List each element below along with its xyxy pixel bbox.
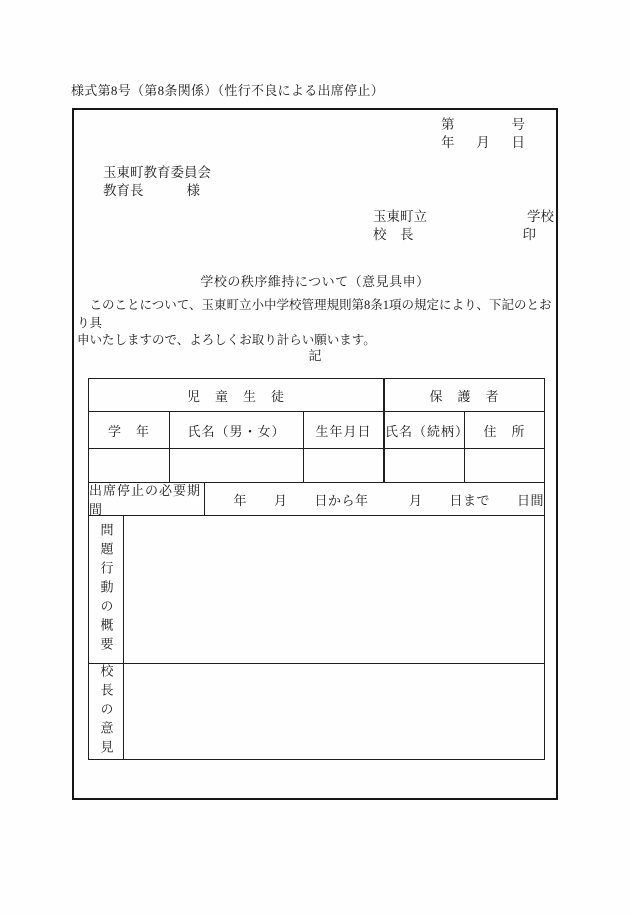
- suspension-period-value: 年 月 日から年 月 日まで 日間: [233, 492, 544, 508]
- addressee-title-line: [103, 182, 200, 200]
- addressee-org: 玉東町教育委員会: [103, 165, 211, 180]
- record-marker: 記: [308, 348, 322, 363]
- col-header-grade: 学 年: [89, 412, 170, 448]
- doc-number-prefix: 第: [441, 117, 455, 132]
- entry-row: [89, 449, 544, 483]
- suspension-period-label: 出席停止の必要期間: [89, 483, 205, 515]
- document-subject: 学校の秩序維持について（意見具申）: [200, 274, 430, 289]
- col-header-student-name: 氏名（男・女）: [170, 412, 304, 448]
- sender-block: [373, 208, 554, 244]
- doc-number-date-block: [441, 116, 525, 152]
- body-line-1: このことについて、玉東町立小中学校管理規則第8条1項の規定により、下記のとおり具: [77, 298, 552, 330]
- date-month-label: 月: [476, 135, 490, 150]
- date-year-label: 年: [441, 135, 455, 150]
- entry-cell-guardian-name: [385, 449, 465, 482]
- sender-seal: 印: [522, 227, 536, 242]
- principal-opinion-label: [89, 664, 124, 759]
- problem-summary-label-text: 問題行動の概要: [98, 523, 114, 656]
- col-header-birth-date: 生年月日: [304, 412, 385, 448]
- body-paragraph: [77, 297, 555, 350]
- form-table: [88, 378, 545, 760]
- sender-title: 校 長: [373, 227, 414, 242]
- entry-cell-birth-date: [304, 449, 385, 482]
- col-header-address: 住 所: [483, 423, 526, 439]
- sender-org-line: [373, 208, 554, 226]
- group-header-student: 児 童 生 徒: [89, 379, 385, 411]
- group-header-row: [89, 379, 544, 412]
- entry-cell-student-name: [170, 449, 304, 482]
- principal-opinion-row: [89, 664, 544, 759]
- entry-cell-grade: [89, 449, 170, 482]
- date-line: [441, 134, 525, 152]
- doc-number-line: [441, 116, 525, 134]
- principal-opinion-field: [124, 664, 544, 759]
- sender-org-suffix: 学校: [527, 209, 554, 224]
- body-line-2: 申いたしますので、よろしくお取り計らい願います。: [77, 333, 376, 347]
- principal-opinion-label-text: 校長の意見: [98, 664, 114, 759]
- suspension-period-row: [89, 483, 544, 516]
- problem-summary-label: [89, 516, 124, 663]
- problem-summary-row: [89, 516, 544, 664]
- doc-number-suffix: 号: [511, 117, 525, 132]
- addressee-block: [103, 164, 211, 200]
- form-number-label: 様式第8号（第8条関係）（性行不良による出席停止）: [71, 83, 385, 98]
- column-header-row: [89, 412, 544, 449]
- col-header-guardian-name: 氏名（続柄）: [385, 412, 465, 448]
- addressee-honorific: 様: [186, 183, 200, 198]
- entry-cell-address: [465, 449, 544, 482]
- addressee-title: 教育長: [103, 183, 144, 198]
- document-border-box: [72, 108, 558, 800]
- sender-title-line: [373, 226, 536, 244]
- group-header-guardian: 保 護 者: [429, 388, 500, 404]
- date-day-label: 日: [511, 135, 525, 150]
- problem-summary-field: [124, 516, 544, 663]
- sender-org-prefix: 玉東町立: [373, 209, 427, 224]
